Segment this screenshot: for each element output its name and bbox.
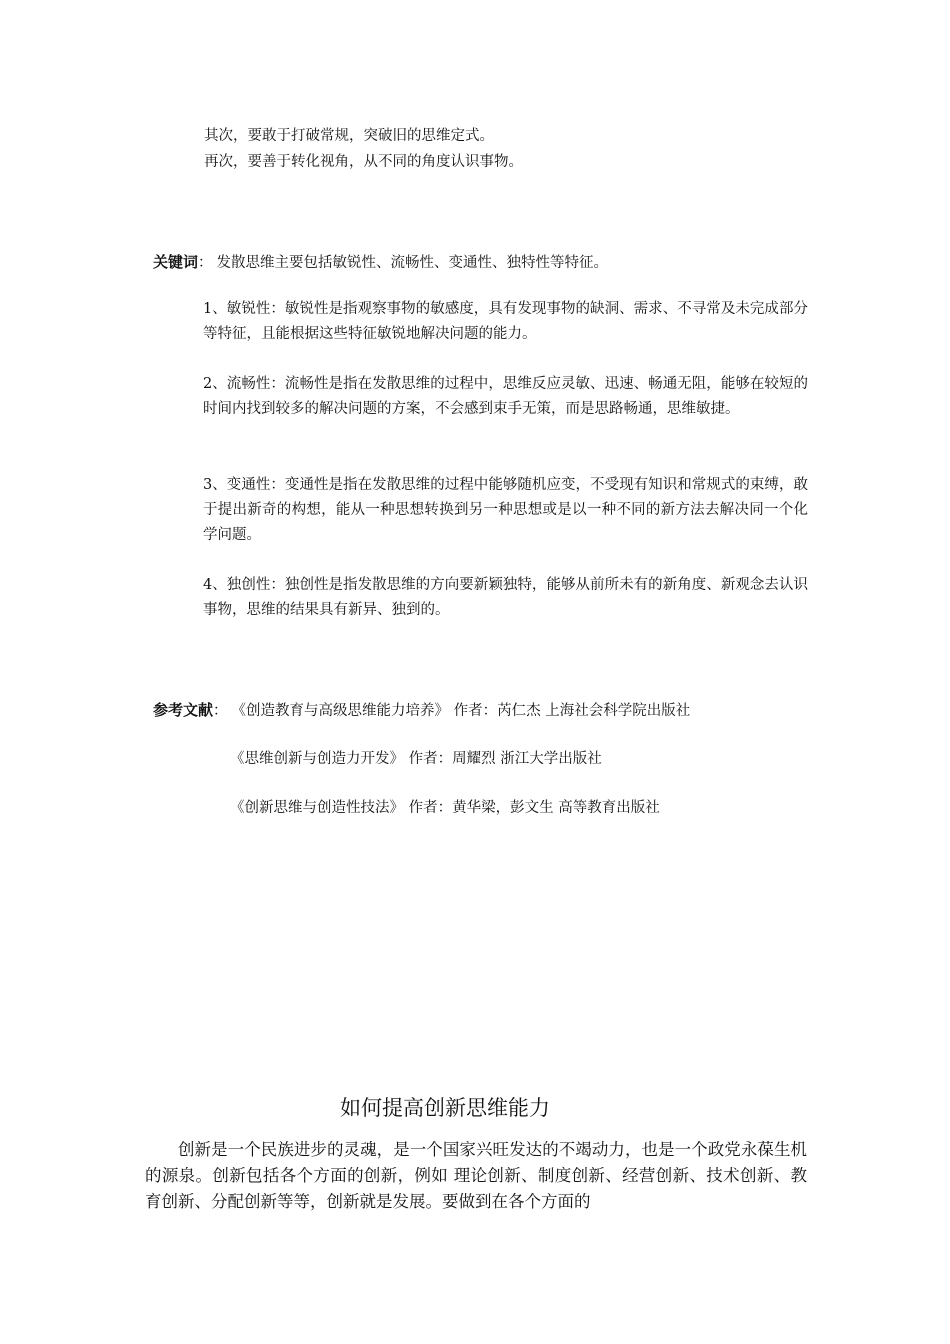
keywords-label: 关键词 — [153, 253, 199, 271]
references-line — [153, 700, 690, 721]
intro-line-1: 其次，要敢于打破常规，突破旧的思维定式。 — [204, 128, 494, 144]
references-label: 参考文献 — [153, 701, 214, 719]
feature-fluency: 2、流畅性：流畅性是指在发散思维的过程中，思维反应灵敏、迅速、畅通无阻，能够在较短的时间内找到较多的解决问题的方案，不会感到束手无策，而是思路畅通，思维敏捷。 — [203, 376, 808, 417]
article-title: 如何提高创新思维能力 — [340, 1096, 550, 1120]
keywords-text: 发散思维主要包括敏锐性、流畅性、变通性、独特性等特征。 — [216, 255, 609, 271]
reference-item: 《思维创新与创造力开发》 作者：周耀烈 浙江大学出版社 — [230, 751, 602, 767]
feature-originality: 4、独创性：独创性是指发散思维的方向要新颖独特，能够从前所未有的新角度、新观念去认识事物，思维的结果具有新异、独到的。 — [203, 577, 808, 618]
reference-item: 《创造教育与高级思维能力培养》 作者：芮仁杰 上海社会科学院出版社 — [231, 703, 691, 719]
keywords-line — [153, 252, 608, 273]
references-colon: ： — [213, 703, 228, 719]
feature-flexibility: 3、变通性：变通性是指在发散思维的过程中能够随机应变，不受现有知识和常规式的束缚，敢于提出新奇的构想，能从一种思想转换到另一种思想或是以一种不同的新方法去解决同一个化学问题。 — [203, 477, 808, 543]
intro-line-2: 再次，要善于转化视角，从不同的角度认识事物。 — [204, 154, 523, 170]
keywords-colon: ： — [198, 255, 213, 271]
feature-sensitivity: 1、敏锐性：敏锐性是指观察事物的敏感度，具有发现事物的缺洞、需求、不寻常及未完成部分等特征，且能根据这些特征敏锐地解决问题的能力。 — [203, 301, 808, 342]
reference-item: 《创新思维与创造性技法》 作者：黄华梁，彭文生 高等教育出版社 — [230, 800, 660, 816]
article-paragraph: 创新是一个民族进步的灵魂，是一个国家兴旺发达的不竭动力，也是一个政党永葆生机的源泉。创新包括各个方面的创新，例如 理论创新、制度创新、经营创新、技术创新、教育创新、分配创新等等，创新就是发展。要做到在各个方面的 — [145, 1140, 807, 1211]
